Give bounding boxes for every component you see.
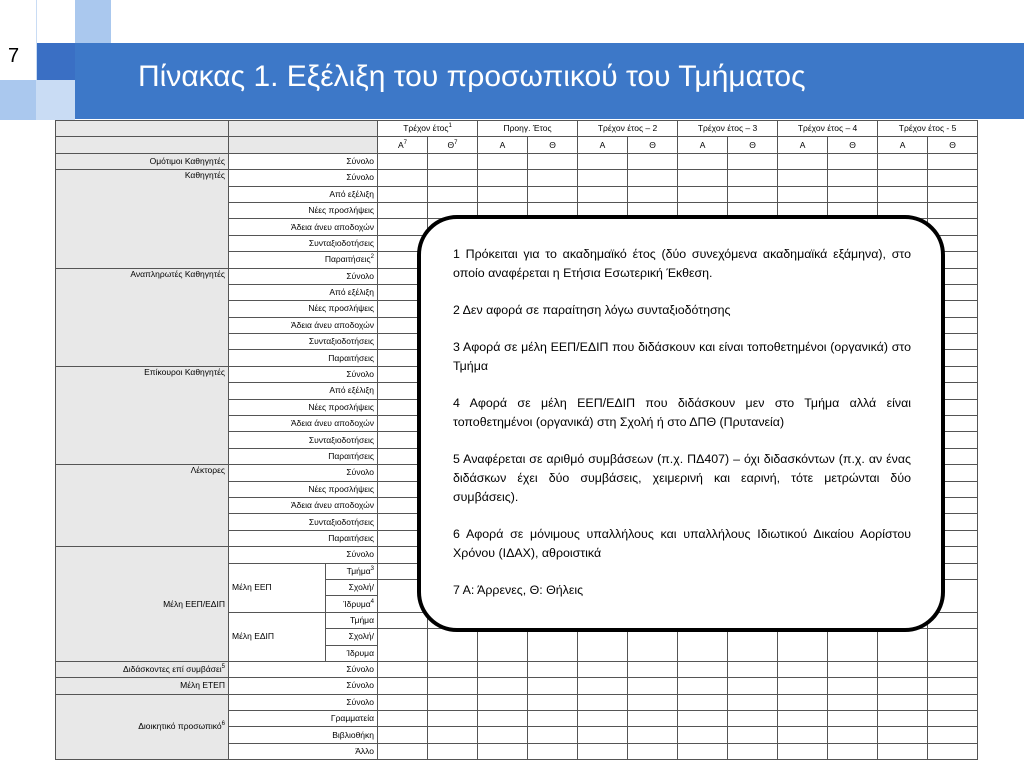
- row-label: Από εξέλιξη: [229, 284, 378, 300]
- data-cell[interactable]: [628, 629, 678, 662]
- data-cell[interactable]: [578, 678, 628, 694]
- row-label: Άλλο: [229, 743, 378, 759]
- gender-female-header: Θ: [728, 137, 778, 153]
- data-cell[interactable]: [528, 743, 578, 759]
- row-label: Τμήμα$^3$: [326, 563, 378, 579]
- data-cell[interactable]: [828, 694, 878, 710]
- data-cell[interactable]: [678, 711, 728, 727]
- header-blank: [229, 137, 378, 153]
- data-cell[interactable]: [478, 727, 528, 743]
- row-label: Νέες προσλήψεις: [229, 301, 378, 317]
- data-cell[interactable]: [778, 661, 828, 677]
- row-label: Ίδρυμα: [326, 645, 378, 661]
- data-cell[interactable]: [578, 711, 628, 727]
- data-cell[interactable]: [578, 743, 628, 759]
- category-label: Διοικητικό προσωπικό$^6$: [56, 694, 229, 760]
- data-cell[interactable]: [378, 711, 428, 727]
- row-label: Συνταξιοδοτήσεις: [229, 235, 378, 251]
- data-cell[interactable]: [778, 694, 828, 710]
- gender-male-header: Α: [578, 137, 628, 153]
- row-label: Σύνολο: [229, 547, 378, 563]
- row-label: Σύνολο: [229, 678, 378, 694]
- decor-square-light-top: [75, 0, 111, 43]
- row-label: Σύνολο: [229, 661, 378, 677]
- data-cell[interactable]: [928, 694, 978, 710]
- data-cell[interactable]: [678, 170, 728, 186]
- data-cell[interactable]: [378, 153, 428, 169]
- row-label: Βιβλιοθήκη: [229, 727, 378, 743]
- data-cell[interactable]: [578, 629, 628, 662]
- row-label: Σύνολο: [229, 465, 378, 481]
- footnote: 1 Πρόκειται για το ακαδημαϊκό έτος (δύο συνεχόμενα ακαδημαϊκά εξάμηνα), στο οποίο αναφέρεται η Ετήσια Εσωτερική Έκθεση.: [453, 247, 911, 280]
- data-cell[interactable]: [428, 678, 478, 694]
- data-cell[interactable]: [728, 153, 778, 169]
- gender-female-header: $\Theta^7$: [428, 137, 478, 153]
- row-label: Τμήμα: [326, 612, 378, 628]
- category-label: Μέλη ΕΕΠ/ΕΔΙΠ: [56, 547, 229, 662]
- data-cell[interactable]: [878, 629, 928, 662]
- data-cell[interactable]: [378, 661, 428, 677]
- slide-number: 7: [8, 45, 20, 67]
- decor-square-light-left: [0, 80, 36, 120]
- data-cell[interactable]: [528, 186, 578, 202]
- gender-female-header: Θ: [928, 137, 978, 153]
- table-row: [56, 170, 978, 186]
- data-cell[interactable]: [378, 186, 428, 202]
- gender-male-header: Α: [478, 137, 528, 153]
- footnote: 2 Δεν αφορά σε παραίτηση λόγω συνταξιοδότησης: [453, 303, 731, 317]
- data-cell[interactable]: [878, 661, 928, 677]
- data-cell[interactable]: [778, 170, 828, 186]
- table-row: [56, 661, 978, 677]
- data-cell[interactable]: [778, 711, 828, 727]
- category-label: Ομότιμοι Καθηγητές: [56, 153, 229, 169]
- table-row: [56, 678, 978, 694]
- gender-male-header: Α: [678, 137, 728, 153]
- table-row: [56, 153, 978, 169]
- data-cell[interactable]: [828, 743, 878, 759]
- data-cell[interactable]: [778, 727, 828, 743]
- data-cell[interactable]: [578, 661, 628, 677]
- row-label: Άδεια άνευ αποδοχών: [229, 497, 378, 513]
- row-label: Άδεια άνευ αποδοχών: [229, 317, 378, 333]
- gender-male-header: $A^7$: [378, 137, 428, 153]
- data-cell[interactable]: [428, 661, 478, 677]
- data-cell[interactable]: [928, 727, 978, 743]
- data-cell[interactable]: [478, 711, 528, 727]
- data-cell[interactable]: [578, 727, 628, 743]
- data-cell[interactable]: [878, 711, 928, 727]
- data-cell[interactable]: [428, 629, 478, 662]
- data-cell[interactable]: [478, 629, 528, 662]
- data-cell[interactable]: [878, 170, 928, 186]
- row-label: Άδεια άνευ αποδοχών: [229, 416, 378, 432]
- data-cell[interactable]: [828, 661, 878, 677]
- data-cell[interactable]: [928, 629, 978, 662]
- slide-title: Πίνακας 1. Εξέλιξη του προσωπικού του Τμήματος: [138, 60, 806, 93]
- header-blank: [56, 121, 229, 137]
- data-cell[interactable]: [528, 170, 578, 186]
- data-cell[interactable]: [478, 694, 528, 710]
- decor-square-dark-left: [36, 43, 75, 80]
- data-cell[interactable]: [378, 170, 428, 186]
- row-label: Νέες προσλήψεις: [229, 399, 378, 415]
- data-cell[interactable]: [628, 186, 678, 202]
- data-cell[interactable]: [828, 629, 878, 662]
- data-cell[interactable]: [928, 743, 978, 759]
- row-label: Από εξέλιξη: [229, 383, 378, 399]
- data-cell[interactable]: [528, 661, 578, 677]
- header-blank: [56, 137, 229, 153]
- data-cell[interactable]: [528, 153, 578, 169]
- category-label: Λέκτορες: [56, 465, 229, 547]
- data-cell[interactable]: [778, 678, 828, 694]
- data-cell[interactable]: [378, 202, 428, 218]
- data-cell[interactable]: [428, 743, 478, 759]
- footnote: 7 Α: Άρρενες, Θ: Θήλεις: [453, 583, 584, 597]
- data-cell[interactable]: [578, 170, 628, 186]
- data-cell[interactable]: [928, 153, 978, 169]
- data-cell[interactable]: [778, 743, 828, 759]
- data-cell[interactable]: [628, 153, 678, 169]
- year-header: Τρέχον έτος – 4: [778, 121, 878, 137]
- data-cell[interactable]: [928, 711, 978, 727]
- data-cell[interactable]: [478, 170, 528, 186]
- data-cell[interactable]: [578, 694, 628, 710]
- year-header: Προηγ. Έτος: [478, 121, 578, 137]
- data-cell[interactable]: [728, 727, 778, 743]
- row-label: Νέες προσλήψεις: [229, 481, 378, 497]
- data-cell[interactable]: [678, 743, 728, 759]
- row-label: Παραιτήσεις: [229, 350, 378, 366]
- gender-female-header: Θ: [828, 137, 878, 153]
- footnote: 3 Αφορά σε μέλη ΕΕΠ/ΕΔΙΠ που διδάσκουν και είναι τοποθετημένοι (οργανικά) στο Τμήμα: [453, 340, 911, 373]
- data-cell[interactable]: [728, 629, 778, 662]
- data-cell[interactable]: [678, 661, 728, 677]
- data-cell[interactable]: [478, 661, 528, 677]
- data-cell[interactable]: [428, 711, 478, 727]
- year-header: Τρέχον έτος$^1$: [378, 121, 478, 137]
- data-cell[interactable]: [428, 170, 478, 186]
- row-label: Νέες προσλήψεις: [229, 202, 378, 218]
- decor-line: [36, 0, 37, 120]
- data-cell[interactable]: [678, 153, 728, 169]
- gender-male-header: Α: [778, 137, 828, 153]
- subcategory-label: Μέλη ΕΕΠ: [229, 563, 326, 612]
- row-label: Γραμματεία: [229, 711, 378, 727]
- data-cell[interactable]: [528, 727, 578, 743]
- table-row: [56, 694, 978, 710]
- row-label: Παραιτήσεις: [229, 448, 378, 464]
- year-header: Τρέχον έτος – 3: [678, 121, 778, 137]
- data-cell[interactable]: [778, 629, 828, 662]
- year-header: Τρέχον έτος - 5: [878, 121, 978, 137]
- data-cell[interactable]: [628, 743, 678, 759]
- data-cell[interactable]: [878, 694, 928, 710]
- data-cell[interactable]: [828, 186, 878, 202]
- data-cell[interactable]: [828, 711, 878, 727]
- data-cell[interactable]: [378, 612, 428, 628]
- data-cell[interactable]: [728, 170, 778, 186]
- category-label: Μέλη ΕΤΕΠ: [56, 678, 229, 694]
- category-label: Επίκουροι Καθηγητές: [56, 366, 229, 464]
- data-cell[interactable]: [878, 743, 928, 759]
- data-cell[interactable]: [578, 153, 628, 169]
- data-cell[interactable]: [828, 170, 878, 186]
- data-cell[interactable]: [378, 743, 428, 759]
- header-row-years: [56, 121, 978, 137]
- data-cell[interactable]: [928, 661, 978, 677]
- gender-male-header: Α: [878, 137, 928, 153]
- data-cell[interactable]: [428, 153, 478, 169]
- category-label: Αναπληρωτές Καθηγητές: [56, 268, 229, 366]
- data-cell[interactable]: [828, 727, 878, 743]
- row-label: Σύνολο: [229, 366, 378, 382]
- data-cell[interactable]: [678, 694, 728, 710]
- data-cell[interactable]: [678, 629, 728, 662]
- row-label: Σύνολο: [229, 694, 378, 710]
- data-cell[interactable]: [378, 629, 428, 662]
- gender-female-header: Θ: [528, 137, 578, 153]
- row-label: Ίδρυμα$^4$: [326, 596, 378, 612]
- data-cell[interactable]: [628, 694, 678, 710]
- data-cell[interactable]: [628, 678, 678, 694]
- data-cell[interactable]: [478, 153, 528, 169]
- data-cell[interactable]: [378, 219, 428, 235]
- row-label: Σύνολο: [229, 170, 378, 186]
- data-cell[interactable]: [878, 186, 928, 202]
- row-label: Παραιτήσεις: [229, 530, 378, 546]
- data-cell[interactable]: [478, 743, 528, 759]
- data-cell[interactable]: [378, 694, 428, 710]
- header-blank: [229, 121, 378, 137]
- data-cell[interactable]: [428, 186, 478, 202]
- data-cell[interactable]: [828, 153, 878, 169]
- data-cell[interactable]: [528, 711, 578, 727]
- data-cell[interactable]: [928, 186, 978, 202]
- data-cell[interactable]: [628, 170, 678, 186]
- data-cell[interactable]: [528, 694, 578, 710]
- data-cell[interactable]: [678, 186, 728, 202]
- category-label: Καθηγητές: [56, 170, 229, 268]
- subcategory-label: Μέλη ΕΔΙΠ: [229, 612, 326, 661]
- data-cell[interactable]: [728, 661, 778, 677]
- data-cell[interactable]: [878, 727, 928, 743]
- data-cell[interactable]: [578, 186, 628, 202]
- data-cell[interactable]: [928, 202, 978, 218]
- row-label: Σχολή/: [326, 579, 378, 595]
- gender-female-header: Θ: [628, 137, 678, 153]
- header-row-gender: [56, 137, 978, 153]
- category-label: Διδάσκοντες επί συμβάσει$^5$: [56, 661, 229, 677]
- data-cell[interactable]: [678, 727, 728, 743]
- data-cell[interactable]: [778, 186, 828, 202]
- row-label: Άδεια άνευ αποδοχών: [229, 219, 378, 235]
- footnotes-box: [417, 215, 945, 632]
- row-label: Συνταξιοδοτήσεις: [229, 334, 378, 350]
- row-label: Σύνολο: [229, 153, 378, 169]
- data-cell[interactable]: [678, 678, 728, 694]
- data-cell[interactable]: [928, 170, 978, 186]
- footnote: 4 Αφορά σε μέλη ΕΕΠ/ΕΔΙΠ που διδάσκουν μεν στο Τμήμα αλλά είναι τοποθετημένοι (οργανικά) στη Σχολή ή στο ΔΠΘ (Πρυτανεία): [453, 396, 911, 429]
- row-label: Συνταξιοδοτήσεις: [229, 432, 378, 448]
- data-cell[interactable]: [778, 153, 828, 169]
- footnote: 6 Αφορά σε μόνιμους υπαλλήλους και υπαλλήλους Ιδιωτικού Δικαίου Αορίστου Χρόνου (ΙΔΑΧ), αθροιστικά: [453, 527, 911, 560]
- data-cell[interactable]: [878, 153, 928, 169]
- year-header: Τρέχον έτος – 2: [578, 121, 678, 137]
- data-cell[interactable]: [428, 694, 478, 710]
- data-cell[interactable]: [378, 678, 428, 694]
- data-cell[interactable]: [528, 678, 578, 694]
- row-label: Σύνολο: [229, 268, 378, 284]
- data-cell[interactable]: [728, 743, 778, 759]
- data-cell[interactable]: [628, 727, 678, 743]
- footnote: 5 Αναφέρεται σε αριθμό συμβάσεων (π.χ. ΠΔ407) – όχι διδασκόντων (π.χ. αν ένας διδάσκων έχει δύο συμβάσεις, χειμερινή και εαρινή, τότε μετρώνται δύο συμβάσεις).: [453, 452, 911, 504]
- data-cell[interactable]: [528, 629, 578, 662]
- data-cell[interactable]: [728, 711, 778, 727]
- data-cell[interactable]: [478, 186, 528, 202]
- row-label: Παραιτήσεις$^2$: [229, 252, 378, 268]
- row-label: Από εξέλιξη: [229, 186, 378, 202]
- data-cell[interactable]: [878, 678, 928, 694]
- data-cell[interactable]: [728, 678, 778, 694]
- data-cell[interactable]: [728, 186, 778, 202]
- data-cell[interactable]: [478, 678, 528, 694]
- row-label: Σχολή/: [326, 629, 378, 645]
- data-cell[interactable]: [728, 694, 778, 710]
- decor-square-pale: [36, 80, 75, 120]
- data-cell[interactable]: [828, 678, 878, 694]
- data-cell[interactable]: [928, 678, 978, 694]
- data-cell[interactable]: [428, 727, 478, 743]
- data-cell[interactable]: [628, 711, 678, 727]
- row-label: Συνταξιοδοτήσεις: [229, 514, 378, 530]
- data-cell[interactable]: [628, 661, 678, 677]
- data-cell[interactable]: [378, 727, 428, 743]
